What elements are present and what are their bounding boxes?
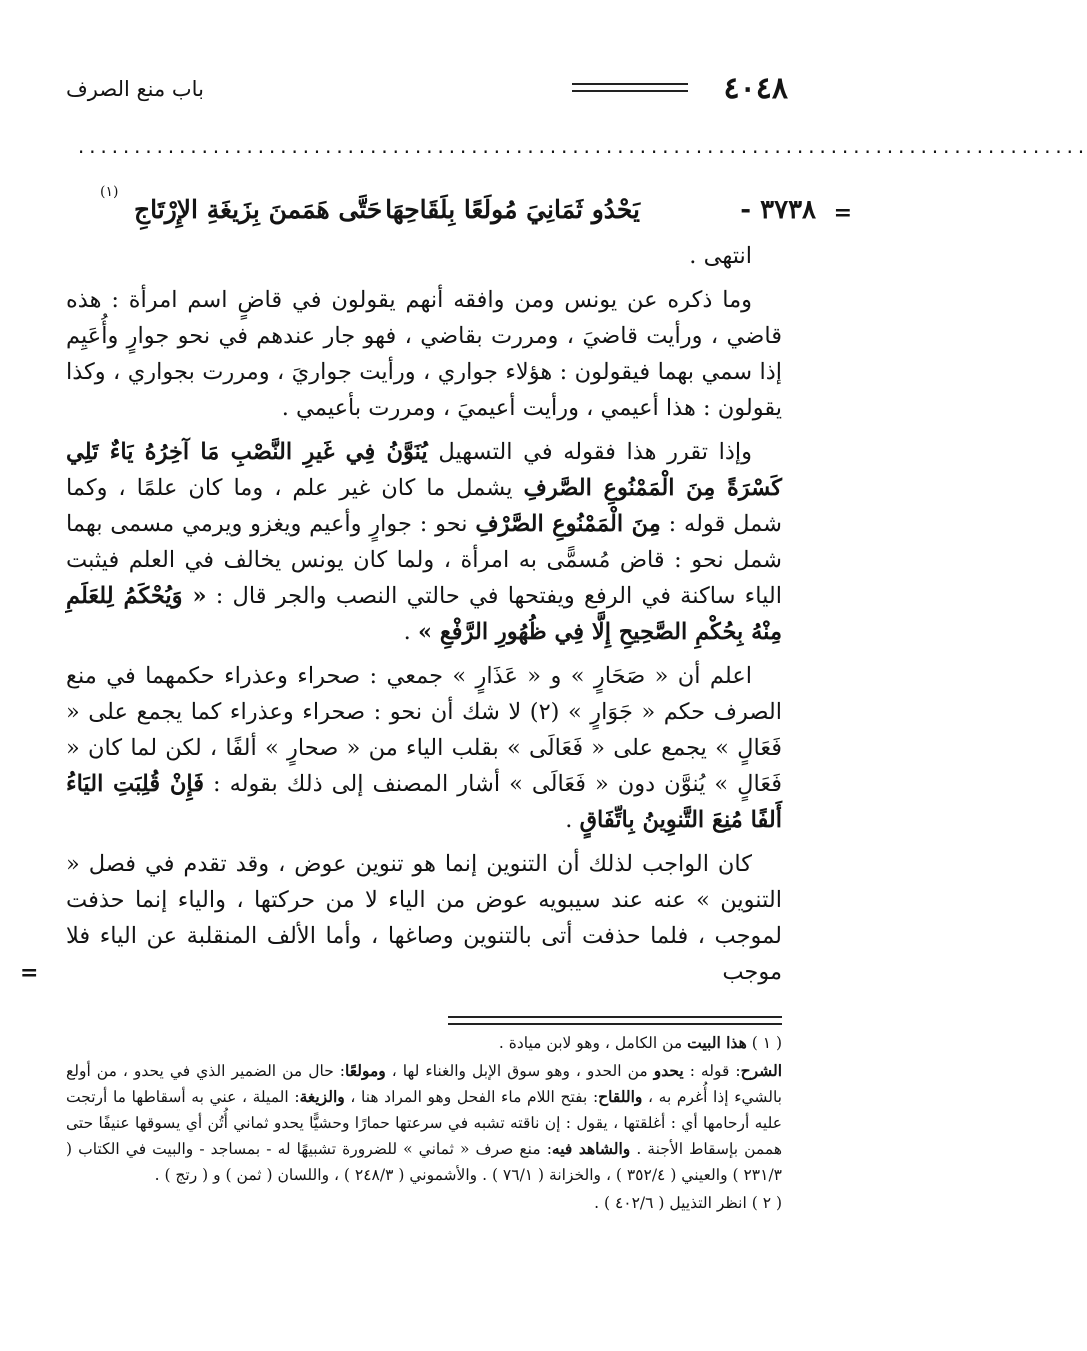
shahid-label: والشاهد فيه [551,1139,631,1158]
text-span: اعلم أن « صَحَارٍ » و « عَذَارٍ » جمعي : صحراء وعذراء حكمهما في منع الصرف حكم « جَوَارٍ » (٢) لا شك أن نحو : صحراء وعذراء كما يجمع على « فَعَالٍ » يجمع على « فَعَالَى » بقلب الياء من « صحارٍ » ألفًا ، لكن لما كان « فَعَالٍ » يُنوَّن دون « فَعَالَى » أشار المصنف إلى ذلك بقوله : [66,663,782,797]
paragraph-yunus: وما ذكره عن يونس ومن وافقه أنهم يقولون في قاضٍ اسم امرأة : هذه قاضي ، ورأيت قاضيَ ، ومررت بقاضي ، فهو جار عندهم في نحو جوارٍ وأُعَيِم إذا سمي بهما فيقولون : هؤلاء جواري ، ورأيت جواريَ ، ومررت بجواري ، وكذا يقولون : هذا أعيمي ، ورأيت أعيميَ ، ومررت بأعيمي . [66,287,782,421]
footnote-ref-1: (١) [100,184,119,200]
paragraph-tanwin: كان الواجب لذلك أن التنوين إنما هو تنوين عوض ، وقد تقدم في فصل « التنوين » عنه عند سيبويه عوض من الياء لا من حركتها ، والياء إنما حذفت لموجب ، فلما حذفت أتى بالتنوين وصاغها ، وأما الألف المنقلبة عن الياء فلا موجب [66,851,782,985]
header-double-rule [572,83,688,92]
verse-number: ٣٧٣٨ - [740,195,816,225]
gloss-term: والزيغة [299,1087,345,1106]
footnote-double-rule [448,1016,782,1025]
paragraph-sahar [66,658,782,838]
quoted-rule: يُنَوَّنُ فِي غَيرِ النَّصْبِ مَا آخِرُهُ يَاءٌ تَلِي كَسْرَةً مِنَ الْمَمْنُوعِ الصَّرفِ [66,439,782,501]
footnote-sharh [66,1058,782,1188]
text-span: : بفتح اللام ماء الفحل وهو المراد هنا ، [350,1088,599,1106]
footnote-lead: هذا البيت [687,1033,747,1052]
sharh-label: الشرح [740,1061,783,1080]
text-span: . [403,619,411,645]
continuation-mark-bottom: = [20,960,39,986]
quoted-rule: « وَيُحْكَمُ لِلعَلَمِ مِنْهُ بِحُكْمِ الصَّحِيحِ إِلَّا فِي ظُهُورِ الرَّفْعِ » [66,583,782,645]
poetry-verse [56,184,816,234]
page-number: ٤٠٤٨ [723,71,788,106]
quoted-rule: فَإِنْ قُلِبَتِ اليَاءُ أَلفًا مُنِعَ التَّنوِينُ بِاتِّفَاقٍ [66,771,782,833]
text-span: يشمل ما كان غير علم ، وما كان علمًا ، وكما شمل قوله : [66,475,783,537]
text-span: نحو : جوارٍ وأعيم ويغزو ويرمي مسمى بهما شمل نحو : قاض مُسمًّى به امرأة ، ولما كان يونس يخالف في العلم فيثبت الياء ساكنة في الرفع ويفتحها في حالتي النصب والجر قال : [66,511,783,609]
footnote-number: ( ١ ) [751,1034,782,1052]
chapter-title: باب منع الصرف [66,77,204,101]
gloss-term: يحدو [653,1061,684,1080]
text-span: وإذا تقرر هذا فقوله في التسهيل [438,439,753,465]
text-span: . [565,807,573,833]
footnotes [66,1030,782,1218]
gloss-term: واللقاح [598,1087,643,1106]
paragraph-tashil [66,434,782,650]
gloss-term: ومولعًا [345,1061,386,1080]
text-span: من الحدو ، وهو سوق الإبل والغناء لها ، [391,1062,648,1080]
quoted-phrase: مِنَ الْمَمْنُوعِ الصَّرْفِ [475,511,661,537]
footnote-1 [66,1030,782,1056]
continuation-mark-top: = [833,200,852,226]
text-span: : قوله : [689,1062,741,1080]
verse-first-hemistich: يَحْدُو ثَمَانِيَ مُولَعًا بِلَقَاحِهَا [385,195,640,224]
text-span: من الكامل ، وهو لابن ميادة . [498,1034,683,1052]
running-header [66,70,788,110]
text-span: : حال من الضمير الذي في يحدو ، من أولع بالشيء إذا أُغرم به ، [66,1062,782,1106]
text-span: : منع صرف « ثماني » للضرورة تشبيهًا له - بمساجد - والبيت في الكتاب ( ٢٣١/٣ ) والعيني ( ٣٥٢/٤ ) ، والخزانة ( ٧٦/١ ) . والأشموني ( ٢٤٨/٣ ) ، واللسان ( ثمن ) و ( رتج ) . [66,1140,782,1184]
dotted-separator: .......................................................................................... [76,138,1087,158]
paragraph-intaha: انتهى . [689,243,752,269]
main-text [66,238,782,998]
text-span: : الميلة ، عني به أسقاطها ما أرتجت عليه أرحامها أي : أغلقتها ، يقول : إن ناقته تشبه في سرعتها حمارًا وحشيًّا يحدو ثماني أُتُن أي يسوقها عنيفًا حتى هممن بإسقاط الأجنة . [66,1088,782,1158]
footnote-2: ( ٢ ) انظر التذييل ( ٤٠٢/٦ ) . [594,1194,782,1212]
verse-second-hemistich: حَتَّى هَمَمنَ بِزَيغَةِ الإِرْتَاجِ [134,195,383,224]
